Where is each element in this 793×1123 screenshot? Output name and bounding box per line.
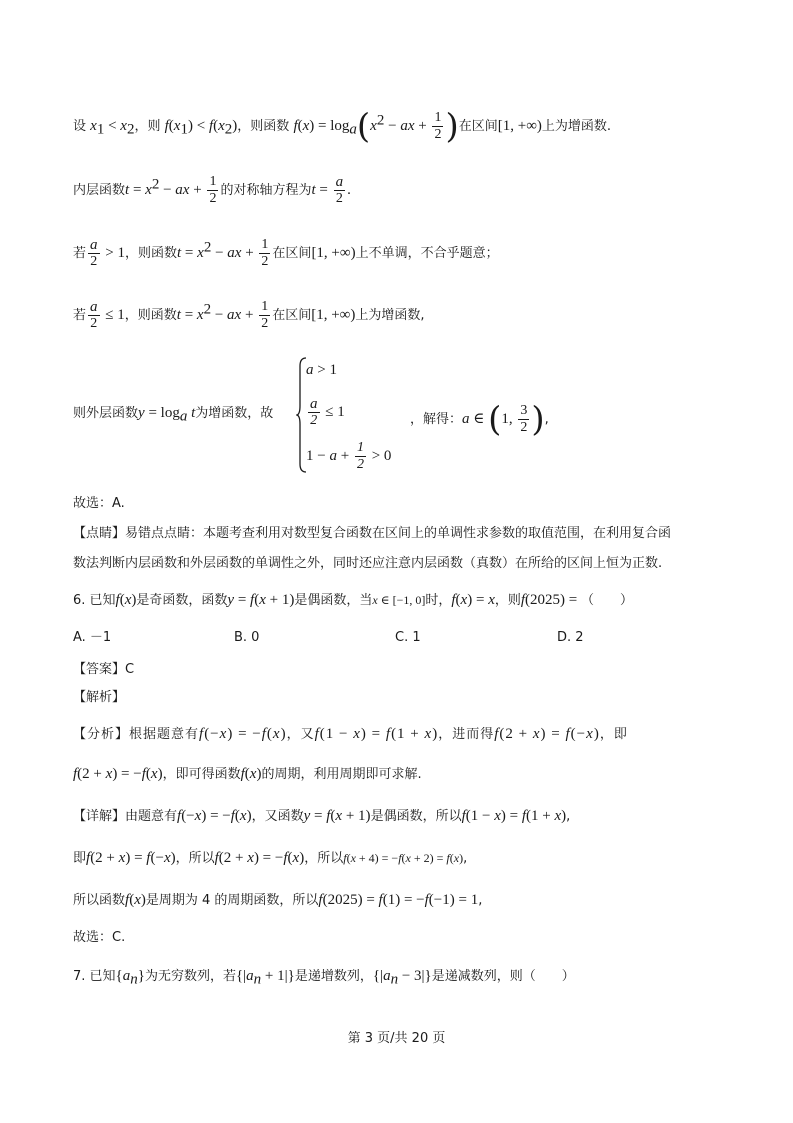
text: 是奇函数，函数 bbox=[136, 593, 228, 608]
detail-line-3: 所以函数f(x)是周期为 4 的周期函数，所以f(2025) = f(1) = −f(−1) = 1, bbox=[73, 892, 483, 908]
text: 为增函数，故 bbox=[195, 406, 274, 421]
analysis-line-2: f(2 + x) = −f(x)，即可得函数f(x)的周期，利用周期即可求解. bbox=[73, 766, 422, 782]
text: ，则 bbox=[134, 119, 161, 134]
text: 时， bbox=[425, 593, 452, 608]
page-footer: 第 3 页/共 20 页 bbox=[347, 1031, 446, 1046]
text: 【分析】根据题意有 bbox=[73, 727, 200, 742]
tip-line-2: 数法判断内层函数和外层函数的单调性之外，同时还应注意内层函数（真数）在所给的区间上恒为正数. bbox=[73, 556, 663, 571]
text: 是偶函数，当 bbox=[294, 593, 373, 608]
solution-line-5: 则外层函数$y = \log_a t$为增函数，故 bbox=[73, 405, 274, 425]
solution-line-3: 若 $\frac{a}{2}$ > 1，则函数$t = x^2$ − ax + $\frac{1}{2}$ 在区间[1, +∞)上不单调，不合乎题意； bbox=[73, 237, 499, 269]
text: 是递减数列，则（ ） bbox=[431, 969, 575, 984]
question-6: 6. 已知f(x)是奇函数，函数y = f(x + 1)是偶函数，当x ∈ [−1, 0]时，f(x) = x，则f(2025) = （ ） bbox=[73, 592, 634, 608]
analysis-line-1: 【分析】根据题意有f(−x) = −f(x)，又f(1 − x) = f(1 + x)，进而得f(2 + x) = f(−x)，即 bbox=[73, 726, 628, 742]
text: 在区间 bbox=[272, 308, 312, 323]
inequality-system: a > 1 $\frac{a}{2}$ ≤ 1 1 − a + $\frac{1}{2}$ > 0 bbox=[296, 356, 406, 474]
text: 是递增数列， bbox=[294, 969, 373, 984]
text: ，又函数 bbox=[251, 809, 304, 824]
text: 在区间 bbox=[272, 246, 312, 261]
text: 若 bbox=[73, 246, 87, 261]
tip-line-1: 【点睛】易错点点睛：本题考查利用对数型复合函数在区间上的单调性求参数的取值范围，在利用复合函 bbox=[73, 526, 672, 541]
text: 在区间 bbox=[458, 119, 498, 134]
solution-line-2: 内层函数$t = x^2$ − ax + $\frac{1}{2}$ 的对称轴方程为t = $\frac{a}{2}$ . bbox=[73, 174, 351, 206]
option-a: A. －1 bbox=[73, 630, 112, 645]
choice-a: 故选：A. bbox=[73, 496, 125, 511]
text: ，又 bbox=[286, 727, 315, 742]
text: 是偶函数，所以 bbox=[370, 809, 462, 824]
text: ，所以 bbox=[175, 851, 215, 866]
text: ，则函数 bbox=[124, 308, 177, 323]
text: 上为增函数, bbox=[355, 308, 425, 323]
text: ，则函数 bbox=[124, 246, 177, 261]
option-b: B. 0 bbox=[234, 630, 260, 645]
text: 设 bbox=[73, 119, 87, 134]
text: 是周期为 4 的周期函数，所以 bbox=[145, 893, 319, 908]
option-d: D. 2 bbox=[557, 630, 584, 645]
text: 内层函数 bbox=[73, 183, 126, 198]
text: 的周期，利用周期即可求解. bbox=[261, 767, 422, 782]
solution-line-1: 设 $x_1 < x_2$，则 $f(x_1) < f(x_2)$，则函数 $f(x) = \log_a(x^2$ − ax + $\frac{1}{2}$ )在区间[1, +∞)上为增函数. bbox=[73, 106, 612, 147]
text: 6. 已知 bbox=[73, 593, 116, 608]
text: 7. 已知 bbox=[73, 969, 116, 984]
choice-c: 故选：C. bbox=[73, 930, 126, 945]
text: ，即 bbox=[599, 727, 628, 742]
text: 所以函数 bbox=[73, 893, 126, 908]
answer-label: 【答案】C bbox=[73, 662, 135, 677]
question-7: 7. 已知$\{a_n\}$为无穷数列，若$\{|a_n + 1|\}$是递增数列，$\{|a_n - 3|\}$是递减数列，则（ ） bbox=[73, 968, 575, 988]
text: 若 bbox=[73, 308, 87, 323]
text: （ ） bbox=[581, 593, 634, 608]
solution-line-5b: ，解得：a ∈ (1, $\frac{3}{2}$ ), bbox=[410, 399, 549, 440]
analysis-label: 【解析】 bbox=[73, 690, 126, 705]
detail-line-1: 【详解】由题意有f(−x) = −f(x)，又函数y = f(x + 1)是偶函数，所以f(1 − x) = f(1 + x), bbox=[73, 808, 571, 824]
text: ，所以 bbox=[304, 851, 344, 866]
text: 即 bbox=[73, 851, 87, 866]
detail-line-2: 即f(2 + x) = f(−x)，所以f(2 + x) = −f(x)，所以f(x + 4) = −f(x + 2) = f(x), bbox=[73, 850, 468, 866]
text: 则外层函数 bbox=[73, 406, 139, 421]
text: ，解得： bbox=[410, 412, 463, 427]
text: ，则函数 bbox=[237, 119, 290, 134]
option-c: C. 1 bbox=[395, 630, 421, 645]
text: 上不单调，不合乎题意； bbox=[355, 246, 499, 261]
text: ，则 bbox=[494, 593, 521, 608]
text: ，即可得函数 bbox=[162, 767, 241, 782]
text: 上为增函数. bbox=[541, 119, 612, 134]
text: ，进而得 bbox=[438, 727, 495, 742]
text: 的对称轴方程为 bbox=[220, 183, 312, 198]
solution-line-4: 若 $\frac{a}{2}$ ≤ 1，则函数$t = x^2$ − ax + $\frac{1}{2}$ 在区间[1, +∞)上为增函数, bbox=[73, 299, 425, 331]
text: 【详解】由题意有 bbox=[73, 809, 178, 824]
text: 为无穷数列，若 bbox=[144, 969, 236, 984]
